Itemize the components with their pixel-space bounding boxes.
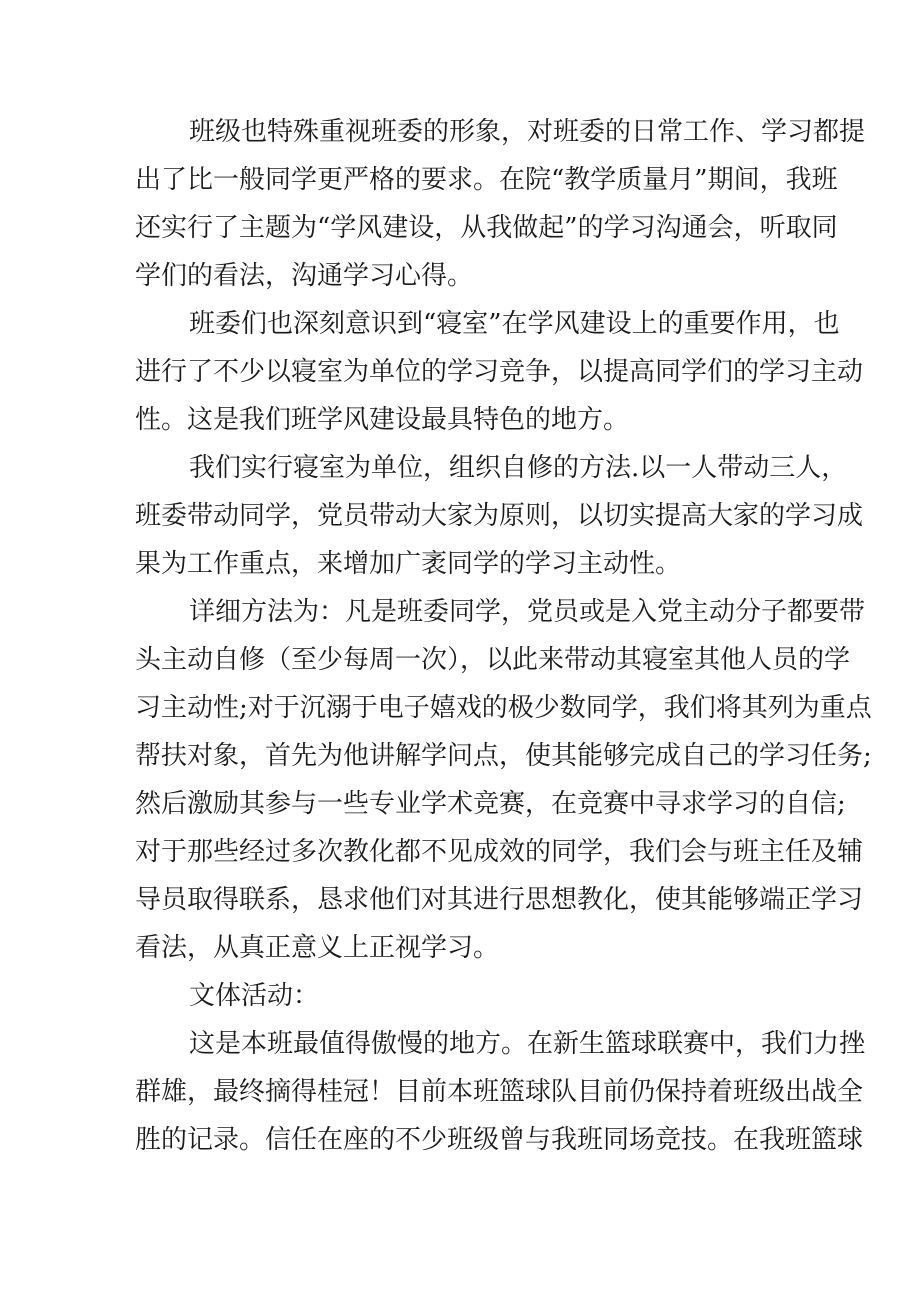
paragraph-line: 帮扶对象，首先为他讲解学问点，使其能够完成自己的学习任务; bbox=[135, 741, 872, 771]
paragraph-line: 这是本班最值得傲慢的地方。在新生篮球联赛中，我们力挫 bbox=[189, 1029, 866, 1059]
paragraph-line: 胜的记录。信任在座的不少班级曾与我班同场竞技。在我班篮球 bbox=[135, 1125, 864, 1155]
paragraph-line: 群雄，最终摘得桂冠！目前本班篮球队目前仍保持着班级出战全 bbox=[135, 1077, 864, 1107]
paragraph-line: 班委们也深刻意识到“寝室”在学风建设上的重要作用，也 bbox=[189, 309, 840, 339]
paragraph-line: 看法，从真正意义上正视学习。 bbox=[135, 933, 500, 963]
paragraph-line: 性。这是我们班学风建设最具特色的地方。 bbox=[135, 405, 630, 435]
paragraph-line: 班委带动同学，党员带动大家为原则，以切实提高大家的学习成 bbox=[135, 501, 864, 531]
paragraph-line: 出了比一般同学更严格的要求。在院“教学质量月”期间，我班 bbox=[135, 165, 838, 195]
paragraph-line: 对于那些经过多次教化都不见成效的同学，我们会与班主任及辅 bbox=[135, 837, 864, 867]
paragraph-line: 头主动自修（至少每周一次），以此来带动其寝室其他人员的学 bbox=[135, 645, 851, 675]
paragraph-line: 还实行了主题为“学风建设，从我做起”的学习沟通会，听取同 bbox=[135, 213, 838, 243]
paragraph-line: 详细方法为：凡是班委同学，党员或是入党主动分子都要带 bbox=[189, 597, 866, 627]
paragraph-line: 导员取得联系，恳求他们对其进行思想教化，使其能够端正学习 bbox=[135, 885, 864, 915]
paragraph-line: 我们实行寝室为单位，组织自修的方法.以一人带动三人， bbox=[189, 453, 848, 483]
paragraph-line: 学们的看法，沟通学习心得。 bbox=[135, 261, 474, 291]
paragraph-line: 习主动性;对于沉溺于电子嬉戏的极少数同学，我们将其列为重点 bbox=[135, 693, 872, 723]
paragraph-line: 果为工作重点，来增加广袤同学的学习主动性。 bbox=[135, 549, 682, 579]
paragraph-line: 进行了不少以寝室为单位的学习竞争，以提高同学们的学习主动 bbox=[135, 357, 864, 387]
document-body bbox=[135, 108, 872, 1164]
paragraph-line: 然后激励其参与一些专业学术竞赛，在竞赛中寻求学习的自信; bbox=[135, 789, 846, 819]
paragraph-line: 班级也特殊重视班委的形象，对班委的日常工作、学习都提 bbox=[189, 117, 866, 147]
section-heading: 文体活动： bbox=[189, 981, 320, 1011]
